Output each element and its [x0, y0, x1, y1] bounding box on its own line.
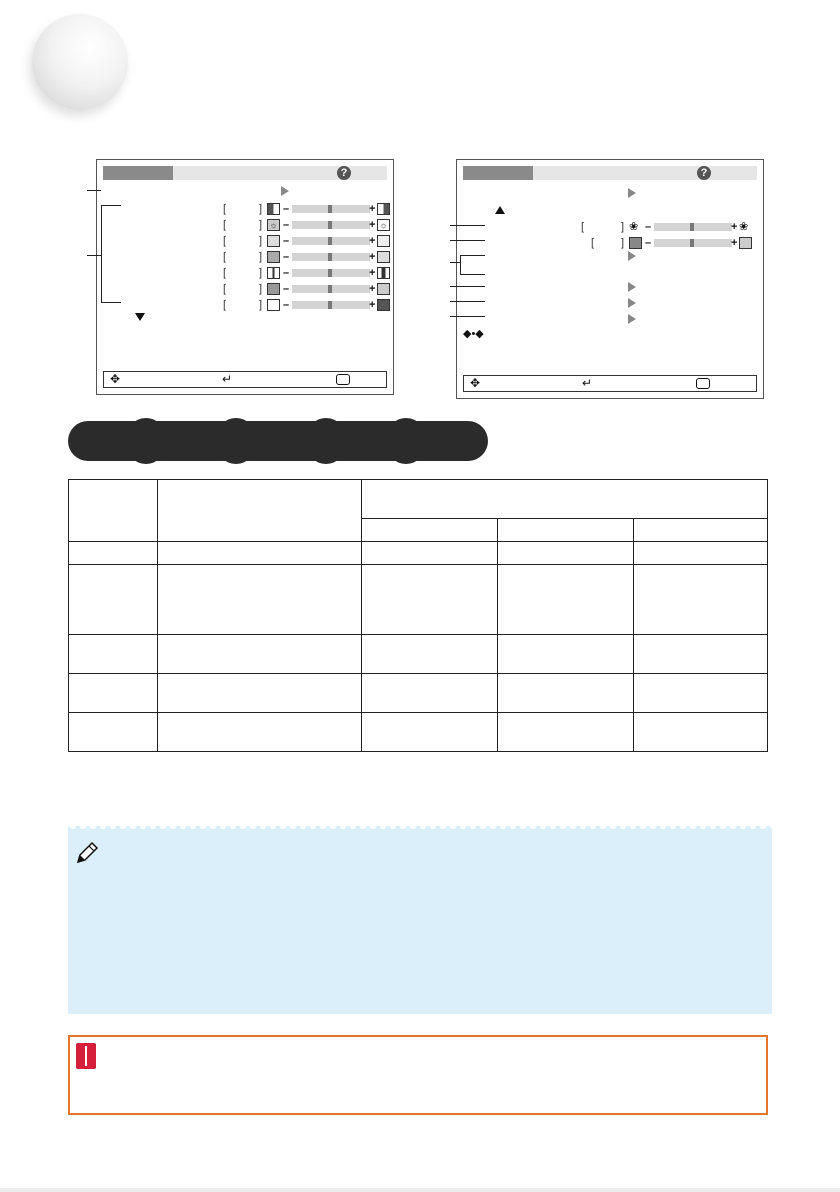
bracket-right: ]	[259, 219, 263, 231]
slider	[292, 269, 370, 277]
slider	[292, 221, 370, 229]
submenu-arrow-icon	[628, 251, 636, 261]
table-header-cell	[362, 480, 768, 519]
reset-arrows-icon: ◆•◆	[463, 328, 484, 340]
submenu-arrow-icon	[628, 188, 636, 198]
red-icon	[377, 283, 390, 295]
active-menu-tab	[463, 166, 533, 180]
table-cell	[634, 713, 768, 752]
move-arrows-icon: ✥	[470, 376, 481, 390]
heading-bump	[306, 418, 346, 464]
slider	[654, 223, 732, 231]
table-cell	[69, 542, 158, 565]
slider-knob	[328, 301, 332, 309]
tint-icon	[377, 251, 390, 263]
bracket-right: ]	[259, 251, 263, 263]
slider-knob	[328, 237, 332, 245]
callout-line	[450, 301, 485, 302]
callout-line	[450, 286, 485, 287]
bright-boost-icon	[629, 237, 642, 249]
bracket-left: [	[223, 283, 227, 295]
bracket-right: ]	[259, 235, 263, 247]
slider-knob	[328, 221, 332, 229]
bracket-right: ]	[259, 299, 263, 311]
bracket-left: [	[581, 221, 585, 233]
adjust-row	[97, 219, 393, 231]
slider	[292, 237, 370, 245]
scroll-up-triangle-icon	[495, 206, 505, 214]
adjustment-table	[68, 479, 768, 752]
callout-line	[460, 255, 485, 256]
note-dotted-edge	[68, 822, 772, 830]
plus-sign: +	[369, 203, 376, 215]
scroll-down-triangle-icon	[135, 313, 145, 321]
plus-sign: +	[731, 221, 738, 233]
bracket-right: ]	[259, 203, 263, 215]
minus-sign: –	[283, 219, 290, 231]
clr-temp-icon: ❀	[629, 221, 639, 233]
menu-title-bar	[463, 166, 757, 180]
table-cell	[498, 635, 634, 674]
blue-icon	[267, 299, 280, 311]
callout-line	[87, 190, 101, 191]
table-cell	[498, 713, 634, 752]
bracket-right: ]	[259, 283, 263, 295]
help-icon: ?	[697, 166, 711, 180]
bright-icon: ☼	[267, 219, 280, 231]
menu-title-bar	[103, 166, 387, 180]
plus-sign: +	[369, 235, 376, 247]
slider	[292, 285, 370, 293]
bracket-right: ]	[621, 237, 625, 249]
important-box	[68, 1035, 768, 1115]
submenu-arrow-icon	[628, 314, 636, 324]
enter-icon: ↵	[222, 372, 233, 386]
adjust-row	[97, 267, 393, 279]
minus-sign: –	[283, 299, 290, 311]
adjust-row	[97, 235, 393, 247]
slider	[292, 301, 370, 309]
table-cell	[158, 674, 362, 713]
slider-knob	[328, 205, 332, 213]
enter-icon: ↵	[582, 376, 593, 390]
table-row	[69, 713, 768, 752]
slider	[292, 205, 370, 213]
table-cell	[158, 635, 362, 674]
table-header-cell	[69, 480, 158, 542]
red-icon	[267, 283, 280, 295]
bracket-left: [	[223, 203, 227, 215]
table-cell	[158, 542, 362, 565]
callout-line	[101, 205, 121, 206]
submenu-arrow-icon	[628, 282, 636, 292]
callout-line	[450, 240, 485, 241]
bracket-left: [	[223, 251, 227, 263]
table-cell	[634, 542, 768, 565]
table-header-cell	[634, 519, 768, 542]
menu-button-icon	[336, 374, 350, 385]
heading-bump	[126, 418, 166, 464]
callout-line	[460, 274, 485, 275]
slider	[292, 253, 370, 261]
picture-menu-page2-screenshot	[456, 159, 764, 399]
bracket-left: [	[591, 237, 595, 249]
callout-line	[450, 262, 460, 263]
minus-sign: –	[283, 283, 290, 295]
minus-sign: –	[645, 221, 652, 233]
table-header-cell	[498, 519, 634, 542]
slider	[654, 239, 732, 247]
minus-sign: –	[283, 203, 290, 215]
menu-button-icon	[696, 378, 710, 389]
table-cell	[634, 635, 768, 674]
book-icon	[76, 1043, 96, 1069]
table-cell	[634, 565, 768, 635]
active-menu-tab	[103, 166, 173, 180]
callout-line	[101, 302, 121, 303]
bracket-right: ]	[259, 267, 263, 279]
plus-sign: +	[731, 237, 738, 249]
adjust-row	[457, 221, 763, 233]
bracket-right: ]	[621, 221, 625, 233]
table-cell	[69, 674, 158, 713]
minus-sign: –	[283, 235, 290, 247]
heading-bump	[216, 418, 256, 464]
plus-sign: +	[369, 299, 376, 311]
section-heading-bar	[68, 421, 488, 461]
menu-guide-bar	[103, 371, 387, 388]
note-box	[68, 826, 772, 1014]
bracket-left: [	[223, 219, 227, 231]
color-icon	[267, 235, 280, 247]
help-icon: ?	[337, 166, 351, 180]
slider-knob	[328, 253, 332, 261]
bracket-left: [	[223, 235, 227, 247]
menu-guide-bar	[463, 375, 757, 392]
adjust-row	[97, 203, 393, 215]
adjust-row	[97, 251, 393, 263]
slider-knob	[328, 285, 332, 293]
table-cell	[498, 542, 634, 565]
slider-knob	[328, 269, 332, 277]
bracket-left: [	[223, 299, 227, 311]
contrast-icon	[267, 203, 280, 215]
submenu-arrow-icon	[628, 298, 636, 308]
minus-sign: –	[283, 251, 290, 263]
bracket-left: [	[223, 267, 227, 279]
table-row	[69, 674, 768, 713]
table-row	[69, 565, 768, 635]
plus-sign: +	[369, 267, 376, 279]
decorative-corner-circle	[32, 14, 128, 110]
bright-boost-icon	[739, 237, 752, 249]
tint-icon	[267, 251, 280, 263]
plus-sign: +	[369, 251, 376, 263]
table-cell	[158, 713, 362, 752]
callout-line	[450, 316, 485, 317]
table-cell	[498, 565, 634, 635]
table-row	[69, 635, 768, 674]
adjust-row	[97, 299, 393, 311]
plus-sign: +	[369, 219, 376, 231]
plus-sign: +	[369, 283, 376, 295]
sharp-icon	[267, 267, 280, 279]
callout-bracket	[460, 255, 461, 275]
table-cell	[362, 713, 498, 752]
callout-line	[87, 255, 101, 256]
heading-bump	[386, 418, 426, 464]
pencil-icon	[72, 838, 102, 868]
blue-icon	[377, 299, 390, 311]
minus-sign: –	[645, 237, 652, 249]
table-cell	[634, 674, 768, 713]
table-header-cell	[158, 480, 362, 542]
color-icon	[377, 235, 390, 247]
page-bottom-strip	[0, 1188, 840, 1192]
clr-temp-icon: ❀	[739, 221, 749, 233]
table-cell	[158, 565, 362, 635]
contrast-icon	[377, 203, 390, 215]
slider-knob	[690, 239, 694, 247]
table-cell	[362, 565, 498, 635]
slider-knob	[690, 223, 694, 231]
table-cell	[69, 713, 158, 752]
table-row	[69, 542, 768, 565]
callout-bracket	[101, 205, 102, 303]
minus-sign: –	[283, 267, 290, 279]
table-cell	[69, 635, 158, 674]
adjust-row	[97, 283, 393, 295]
table-cell	[362, 635, 498, 674]
table-header-cell	[362, 519, 498, 542]
picture-menu-screenshot	[96, 159, 394, 395]
adjust-row	[457, 237, 763, 249]
submenu-arrow-icon	[281, 186, 289, 196]
table-cell	[69, 565, 158, 635]
table-cell	[362, 674, 498, 713]
table-cell	[498, 674, 634, 713]
move-arrows-icon: ✥	[110, 372, 121, 386]
table-header-row	[69, 480, 768, 519]
bright-icon: ☼	[377, 219, 390, 231]
table-cell	[362, 542, 498, 565]
callout-line	[450, 225, 485, 226]
sharp-icon	[377, 267, 390, 279]
